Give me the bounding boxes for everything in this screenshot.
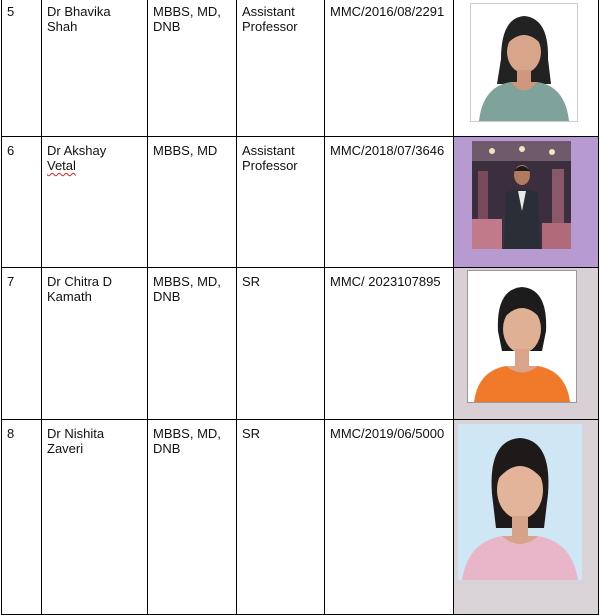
qualification: MBBS, MD, DNB: [148, 268, 237, 420]
faculty-photo: [467, 270, 577, 403]
qualification: MBBS, MD, DNB: [148, 420, 237, 615]
designation: Assistant Professor: [237, 0, 325, 137]
designation: SR: [237, 268, 325, 420]
registration-number: MMC/2016/08/2291: [325, 0, 454, 137]
photo-cell: [454, 420, 599, 615]
table-row: [2, 137, 599, 268]
serial-number: 5: [2, 0, 42, 137]
serial-number: 7: [2, 268, 42, 420]
table-row: [2, 268, 599, 420]
photo-cell: [454, 137, 599, 268]
faculty-photo: [458, 424, 582, 580]
faculty-name: Dr Chitra D Kamath: [42, 268, 148, 420]
serial-number: 8: [2, 420, 42, 615]
registration-number: MMC/2018/07/3646: [325, 137, 454, 268]
qualification: MBBS, MD, DNB: [148, 0, 237, 137]
table-row: [2, 0, 599, 137]
qualification: MBBS, MD: [148, 137, 237, 268]
faculty-table: [1, 0, 599, 615]
table-row: [2, 420, 599, 615]
designation: Assistant Professor: [237, 137, 325, 268]
faculty-photo: [470, 3, 578, 122]
faculty-name: Dr Bhavika Shah: [42, 0, 148, 137]
serial-number: 6: [2, 137, 42, 268]
faculty-name: Dr Akshay Vetal: [42, 137, 148, 268]
registration-number: MMC/2019/06/5000: [325, 420, 454, 615]
photo-cell: [454, 0, 599, 137]
registration-number: MMC/ 2023107895: [325, 268, 454, 420]
spellcheck-underline: Vetal: [47, 158, 76, 173]
faculty-photo: [472, 141, 571, 249]
photo-cell: [454, 268, 599, 420]
faculty-name: Dr Nishita Zaveri: [42, 420, 148, 615]
designation: SR: [237, 420, 325, 615]
